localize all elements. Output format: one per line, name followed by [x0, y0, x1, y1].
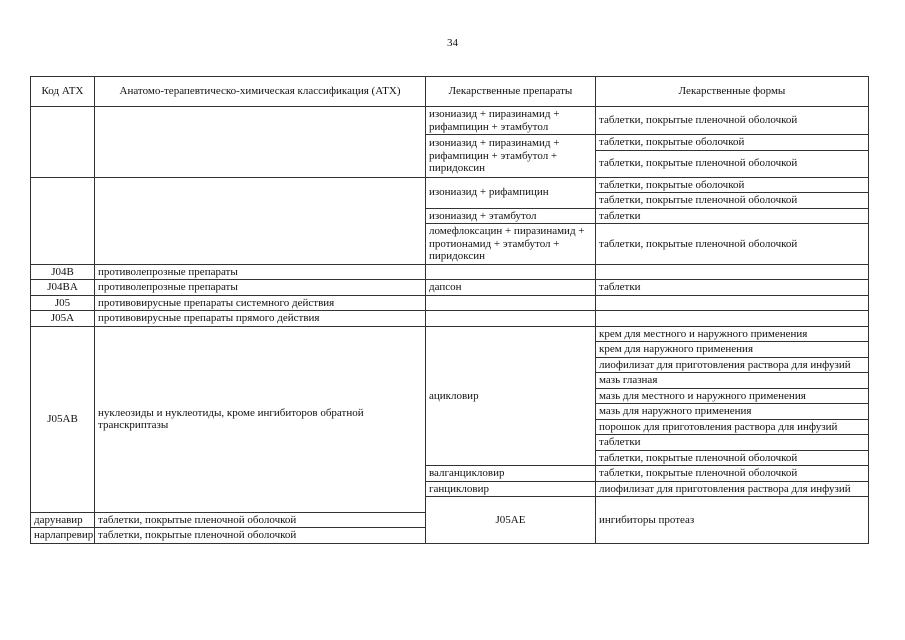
form-cell: лиофилизат для приготовления раствора для инфузий [596, 357, 869, 373]
form-cell: мазь глазная [596, 373, 869, 389]
form-cell: таблетки [596, 280, 869, 296]
classification-name: противовирусные препараты системного действия [95, 295, 426, 311]
drug-cell: дарунавир [31, 512, 95, 528]
form-cell: таблетки, покрытые пленочной оболочкой [95, 528, 426, 544]
code-cell-empty [31, 177, 95, 264]
form-cell: таблетки, покрытые пленочной оболочкой [596, 224, 869, 265]
atx-code: J05AE [426, 497, 596, 544]
table-header-row [31, 77, 869, 107]
drug-cell: изониазид + рифампицин [426, 177, 596, 208]
drug-cell: дапсон [426, 280, 596, 296]
drug-cell: ацикловир [426, 326, 596, 466]
form-cell: лиофилизат для приготовления раствора для инфузий [596, 481, 869, 497]
header-code: Код АТХ [31, 77, 95, 107]
table-row [31, 311, 869, 327]
classification-name: противолепрозные препараты [95, 264, 426, 280]
form-cell: мазь для наружного применения [596, 404, 869, 420]
page-number: 34 [447, 37, 458, 49]
table-row [31, 295, 869, 311]
atx-code: J05 [31, 295, 95, 311]
form-cell-empty [596, 311, 869, 327]
header-forms: Лекарственные формы [596, 77, 869, 107]
drug-cell-empty [426, 295, 596, 311]
drug-cell-empty [426, 264, 596, 280]
drug-cell: валганцикловир [426, 466, 596, 482]
form-cell-empty [596, 264, 869, 280]
drug-cell: изониазид + пиразинамид + рифампицин + этамбутол [426, 107, 596, 135]
table-row [31, 177, 869, 193]
classification-name: противовирусные препараты прямого действия [95, 311, 426, 327]
table-row [31, 264, 869, 280]
drug-cell: ганцикловир [426, 481, 596, 497]
atx-code: J05AB [31, 326, 95, 512]
form-cell: таблетки, покрытые пленочной оболочкой [596, 450, 869, 466]
drug-cell: нарлапревир [31, 528, 95, 544]
drug-cell-empty [426, 311, 596, 327]
atx-drug-table [30, 76, 869, 544]
form-cell: таблетки, покрытые пленочной оболочкой [596, 466, 869, 482]
classification-cell-empty [95, 177, 426, 264]
classification-name: нуклеозиды и нуклеотиды, кроме ингибиторов обратной транскриптазы [95, 326, 426, 512]
drug-cell: изониазид + пиразинамид + рифампицин + этамбутол + пиридоксин [426, 135, 596, 178]
drug-cell: изониазид + этамбутол [426, 208, 596, 224]
form-cell: таблетки, покрытые оболочкой [596, 177, 869, 193]
form-cell: таблетки, покрытые пленочной оболочкой [95, 512, 426, 528]
form-cell: таблетки, покрытые пленочной оболочкой [596, 150, 869, 177]
form-cell: таблетки [596, 435, 869, 451]
form-cell: порошок для приготовления раствора для инфузий [596, 419, 869, 435]
form-cell: таблетки, покрытые пленочной оболочкой [596, 193, 869, 209]
atx-code: J05A [31, 311, 95, 327]
form-cell: мазь для местного и наружного применения [596, 388, 869, 404]
code-cell-empty [31, 107, 95, 178]
form-cell: таблетки [596, 208, 869, 224]
form-cell: крем для наружного применения [596, 342, 869, 358]
drug-cell: ломефлоксацин + пиразинамид + протионамид + этамбутол + пиридоксин [426, 224, 596, 265]
header-classification: Анатомо-терапевтическо-химическая классификация (АТХ) [95, 77, 426, 107]
classification-cell-empty [95, 107, 426, 178]
atx-code: J04BA [31, 280, 95, 296]
form-cell: таблетки, покрытые пленочной оболочкой [596, 107, 869, 135]
header-drugs: Лекарственные препараты [426, 77, 596, 107]
form-cell: таблетки, покрытые оболочкой [596, 135, 869, 151]
classification-name: ингибиторы протеаз [596, 497, 869, 544]
form-cell-empty [596, 295, 869, 311]
table-row [31, 280, 869, 296]
table-row [31, 107, 869, 135]
atx-code: J04B [31, 264, 95, 280]
table-row [31, 326, 869, 342]
classification-name: противолепрозные препараты [95, 280, 426, 296]
form-cell: крем для местного и наружного применения [596, 326, 869, 342]
